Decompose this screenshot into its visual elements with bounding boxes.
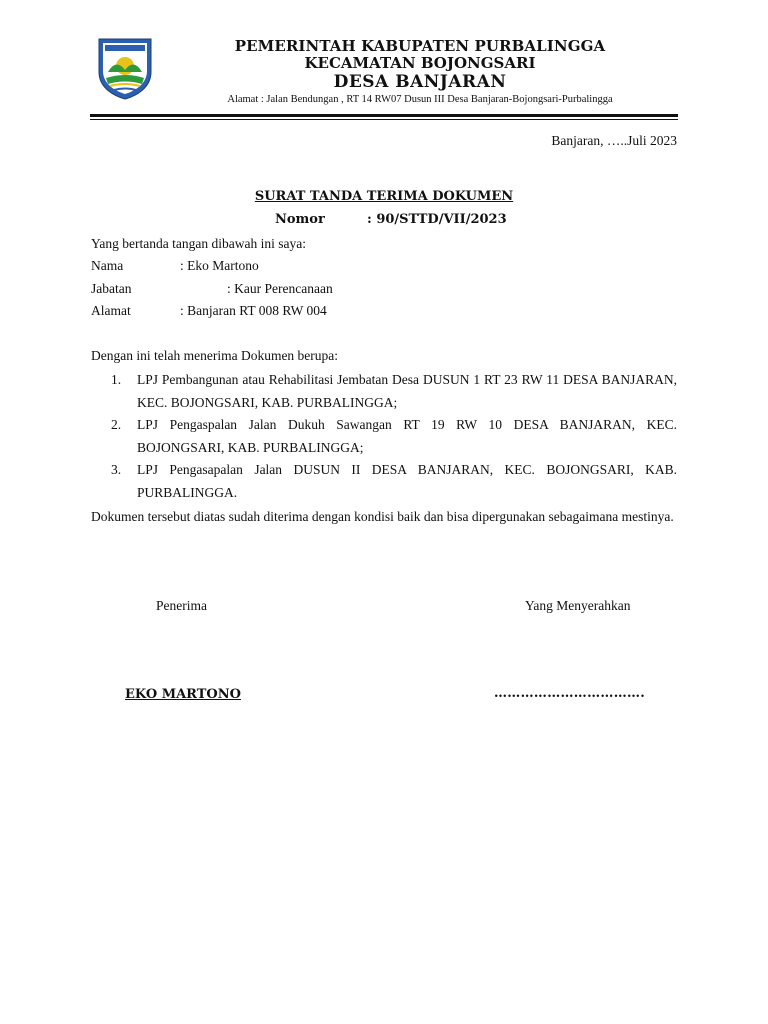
received-intro: Dengan ini telah menerima Dokumen berupa: bbox=[91, 348, 339, 363]
recipient-name: EKO MARTONO bbox=[125, 687, 241, 702]
list-item-text: LPJ Pembangunan atau Rehabilitasi Jembatan Desa DUSUN 1 RT 23 RW 11 DESA BANJARAN, KEC. BOJONGSARI, KAB. PURBALINGGA; bbox=[137, 372, 677, 410]
letterhead-rule-thick bbox=[90, 114, 678, 117]
jabatan-label: Jabatan bbox=[91, 281, 132, 296]
submitter-label: Yang Menyerahkan bbox=[525, 598, 631, 613]
list-item-text: LPJ Pengasapalan Jalan DUSUN II DESA BANJARAN, KEC. BOJONGSARI, KAB. PURBALINGGA. bbox=[137, 462, 677, 500]
document-list bbox=[91, 369, 677, 504]
alamat-value: : Banjaran RT 008 RW 004 bbox=[180, 303, 327, 318]
recipient-label: Penerima bbox=[156, 598, 207, 613]
submitter-name-placeholder: ……………………………. bbox=[494, 686, 646, 701]
letterhead-line-3: DESA BANJARAN bbox=[333, 72, 507, 92]
list-item bbox=[91, 414, 677, 459]
jabatan-value: : Kaur Perencanaan bbox=[227, 281, 333, 296]
list-item-number: 3. bbox=[111, 462, 122, 477]
list-item-text: LPJ Pengaspalan Jalan Dukuh Sawangan RT 19 RW 10 DESA BANJARAN, KEC. BOJONGSARI, KAB. PURBALINGGA; bbox=[137, 417, 677, 455]
letterhead-line-1: PEMERINTAH KABUPATEN PURBALINGGA bbox=[234, 37, 606, 55]
list-item bbox=[91, 369, 677, 414]
list-item-number: 1. bbox=[111, 372, 122, 387]
letterhead-line-2: KECAMATAN BOJONGSARI bbox=[304, 54, 536, 72]
regency-emblem-icon bbox=[96, 36, 154, 100]
nomor-label: Nomor bbox=[275, 212, 325, 227]
signer-intro: Yang bertanda tangan dibawah ini saya: bbox=[91, 236, 306, 251]
letterhead-rule-thin bbox=[90, 119, 678, 120]
alamat-label: Alamat bbox=[91, 303, 131, 318]
nomor-value: : 90/STTD/VII/2023 bbox=[367, 212, 507, 227]
list-item bbox=[91, 459, 677, 504]
list-item-number: 2. bbox=[111, 417, 122, 432]
letter-date: Banjaran, …..Juli 2023 bbox=[551, 133, 677, 148]
closing-paragraph: Dokumen tersebut diatas sudah diterima dengan kondisi baik dan bisa dipergunakan sebagaimana mestinya. bbox=[91, 509, 674, 524]
letterhead-address: Alamat : Jalan Bendungan , RT 14 RW07 Dusun III Desa Banjaran-Bojongsari-Purbalingga bbox=[227, 94, 613, 105]
document-title: SURAT TANDA TERIMA DOKUMEN bbox=[254, 189, 514, 204]
letterhead bbox=[170, 38, 670, 107]
nama-label: Nama bbox=[91, 258, 124, 273]
nama-value: : Eko Martono bbox=[180, 258, 259, 273]
